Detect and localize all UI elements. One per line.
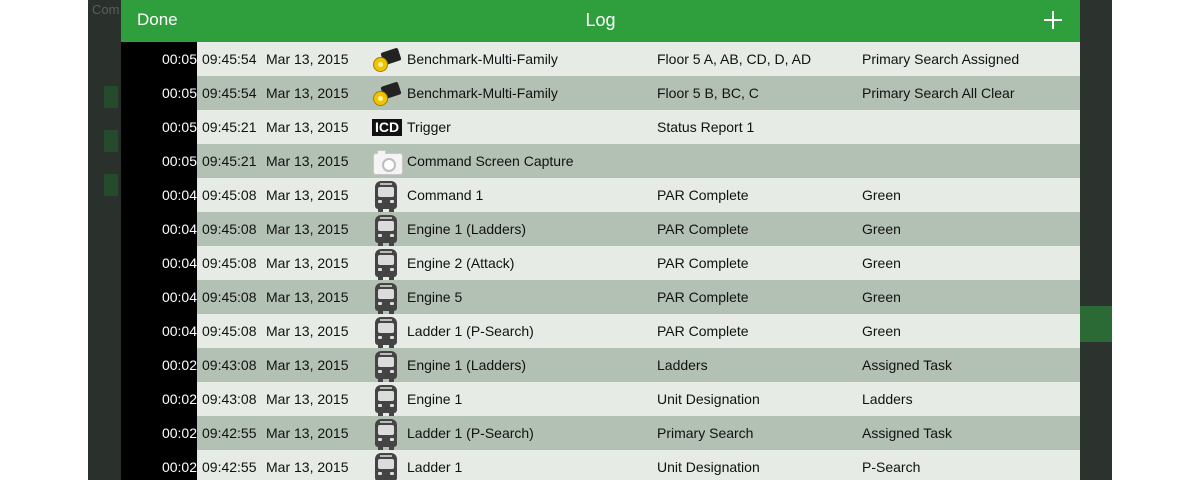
- icd-label: ICD: [372, 119, 402, 136]
- log-date: Mar 13, 2015: [266, 85, 349, 101]
- background-block: [1080, 306, 1112, 342]
- log-unit: Trigger: [407, 119, 451, 135]
- elapsed-time: 00:04: [121, 280, 197, 314]
- log-unit: Ladder 1 (P-Search): [407, 323, 534, 339]
- log-status: Green: [862, 289, 901, 305]
- log-date: Mar 13, 2015: [266, 323, 349, 339]
- elapsed-time: 00:04: [121, 178, 197, 212]
- table-row[interactable]: [121, 110, 1080, 144]
- log-date: Mar 13, 2015: [266, 459, 349, 475]
- log-status: Primary Search All Clear: [862, 85, 1015, 101]
- log-status: Green: [862, 255, 901, 271]
- background-partial-text: Com: [92, 2, 120, 17]
- log-status: Ladders: [862, 391, 913, 407]
- log-time: 09:45:08: [202, 221, 257, 237]
- table-row[interactable]: [121, 144, 1080, 178]
- elapsed-time: 00:05: [121, 42, 197, 76]
- log-date: Mar 13, 2015: [266, 221, 349, 237]
- log-date: Mar 13, 2015: [266, 255, 349, 271]
- log-status: Green: [862, 221, 901, 237]
- table-row[interactable]: [121, 178, 1080, 212]
- log-date: Mar 13, 2015: [266, 357, 349, 373]
- table-row[interactable]: [121, 314, 1080, 348]
- elapsed-time: 00:04: [121, 314, 197, 348]
- flashlight-icon: [372, 79, 402, 107]
- log-detail: Status Report 1: [657, 119, 755, 135]
- log-date: Mar 13, 2015: [266, 119, 349, 135]
- elapsed-time: 00:02: [121, 450, 197, 480]
- log-date: Mar 13, 2015: [266, 425, 349, 441]
- background-block: [104, 174, 118, 196]
- log-time: 09:43:08: [202, 357, 257, 373]
- icd-icon: [372, 113, 402, 141]
- log-detail: PAR Complete: [657, 221, 749, 237]
- table-row[interactable]: [121, 212, 1080, 246]
- log-unit: Ladder 1: [407, 459, 463, 475]
- log-detail: PAR Complete: [657, 255, 749, 271]
- log-detail: Unit Designation: [657, 391, 760, 407]
- background-right-panel: [1080, 0, 1112, 480]
- table-row[interactable]: [121, 76, 1080, 110]
- camera-icon: [372, 147, 402, 175]
- log-status: Primary Search Assigned: [862, 51, 1020, 67]
- table-row[interactable]: [121, 450, 1080, 480]
- log-unit: Command 1: [407, 187, 484, 203]
- log-detail: Floor 5 A, AB, CD, D, AD: [657, 51, 812, 67]
- elapsed-time: 00:04: [121, 212, 197, 246]
- log-time: 09:42:55: [202, 425, 257, 441]
- log-time: 09:45:08: [202, 187, 257, 203]
- log-unit: Engine 1 (Ladders): [407, 221, 527, 237]
- log-modal: [121, 0, 1080, 480]
- apparatus-icon: [372, 385, 402, 413]
- log-date: Mar 13, 2015: [266, 289, 349, 305]
- log-detail: Primary Search: [657, 425, 754, 441]
- log-time: 09:45:08: [202, 289, 257, 305]
- apparatus-icon: [372, 453, 402, 480]
- log-date: Mar 13, 2015: [266, 153, 349, 169]
- background-left-panel: [88, 0, 122, 480]
- apparatus-icon: [372, 181, 402, 209]
- log-date: Mar 13, 2015: [266, 51, 349, 67]
- flashlight-icon: [372, 45, 402, 73]
- log-detail: Floor 5 B, BC, C: [657, 85, 759, 101]
- log-unit: Engine 5: [407, 289, 463, 305]
- log-unit: Command Screen Capture: [407, 153, 574, 169]
- apparatus-icon: [372, 215, 402, 243]
- apparatus-icon: [372, 419, 402, 447]
- log-time: 09:45:08: [202, 255, 257, 271]
- log-time: 09:45:54: [202, 51, 257, 67]
- log-time: 09:45:08: [202, 323, 257, 339]
- log-detail: Unit Designation: [657, 459, 760, 475]
- table-row[interactable]: [121, 416, 1080, 450]
- elapsed-time: 00:02: [121, 382, 197, 416]
- table-row[interactable]: [121, 280, 1080, 314]
- elapsed-time: 00:05: [121, 76, 197, 110]
- log-detail: PAR Complete: [657, 187, 749, 203]
- log-status: Green: [862, 187, 901, 203]
- log-date: Mar 13, 2015: [266, 391, 349, 407]
- table-row[interactable]: [121, 348, 1080, 382]
- log-time: 09:42:55: [202, 459, 257, 475]
- background-block: [104, 86, 118, 108]
- log-time: 09:45:21: [202, 119, 257, 135]
- log-time: 09:45:21: [202, 153, 257, 169]
- log-detail: PAR Complete: [657, 289, 749, 305]
- table-row[interactable]: [121, 42, 1080, 76]
- apparatus-icon: [372, 351, 402, 379]
- log-unit: Benchmark-Multi-Family: [407, 51, 558, 67]
- apparatus-icon: [372, 283, 402, 311]
- log-status: Green: [862, 323, 901, 339]
- log-list[interactable]: [121, 42, 1080, 480]
- table-row[interactable]: [121, 382, 1080, 416]
- elapsed-time: 00:02: [121, 348, 197, 382]
- log-time: 09:45:54: [202, 85, 257, 101]
- table-row[interactable]: [121, 246, 1080, 280]
- navigation-bar: [121, 0, 1080, 42]
- done-button[interactable]: Done: [137, 10, 178, 29]
- log-detail: Ladders: [657, 357, 708, 373]
- log-time: 09:43:08: [202, 391, 257, 407]
- log-date: Mar 13, 2015: [266, 187, 349, 203]
- log-detail: PAR Complete: [657, 323, 749, 339]
- page-title: Log: [585, 10, 616, 30]
- apparatus-icon: [372, 317, 402, 345]
- log-status: P-Search: [862, 459, 921, 475]
- log-status: Assigned Task: [862, 425, 953, 441]
- log-unit: Engine 2 (Attack): [407, 255, 515, 271]
- log-status: Assigned Task: [862, 357, 953, 373]
- apparatus-icon: [372, 249, 402, 277]
- log-unit: Engine 1 (Ladders): [407, 357, 527, 373]
- elapsed-time: 00:05: [121, 144, 197, 178]
- background-block: [104, 130, 118, 152]
- log-unit: Ladder 1 (P-Search): [407, 425, 534, 441]
- add-icon[interactable]: [1042, 8, 1064, 32]
- log-unit: Benchmark-Multi-Family: [407, 85, 558, 101]
- elapsed-time: 00:05: [121, 110, 197, 144]
- elapsed-time: 00:02: [121, 416, 197, 450]
- log-unit: Engine 1: [407, 391, 463, 407]
- elapsed-time: 00:04: [121, 246, 197, 280]
